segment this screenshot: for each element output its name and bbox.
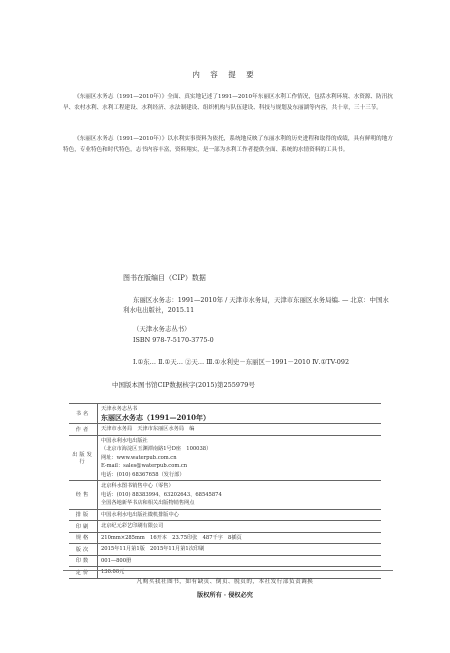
cip-heading: 图书在版编目（CIP）数据 (123, 274, 206, 282)
imprint-line: 中国水利水电出版社微机排版中心 (101, 511, 179, 518)
cip-record-number: 中国版本图书馆CIP数据核字(2015)第255979号 (112, 381, 255, 389)
imprint-line: 001—800册 (101, 557, 132, 564)
imprint-row (69, 532, 381, 544)
imprint-row (69, 481, 381, 510)
imprint-line: 天津水务志丛书 (101, 406, 138, 412)
imprint-table (69, 403, 381, 579)
imprint-value (98, 435, 382, 481)
imprint-row (69, 555, 381, 567)
imprint-label: 规格 (69, 532, 98, 544)
imprint-line: 北京科水图书销售中心（零售） (101, 483, 174, 489)
footer-divider (63, 570, 393, 571)
imprint-row (69, 544, 381, 556)
imprint-value (98, 404, 382, 424)
imprint-line: 2015年11月第1版 2015年11月第1次印刷 (101, 546, 205, 552)
imprint-label: 经售 (69, 481, 98, 510)
imprint-value (98, 424, 382, 436)
imprint-line: 网址：www.waterpub.com.cn (101, 454, 177, 461)
imprint-row (69, 521, 381, 533)
imprint-line: 天津市水务局 天津市东丽区水务局 编 (101, 426, 195, 432)
imprint-row (69, 424, 381, 436)
imprint-line: 130.00元 (101, 569, 125, 575)
copyright-notice: 版权所有 · 侵权必究 (197, 592, 253, 599)
imprint-value (98, 509, 382, 521)
cip-isbn: ISBN 978-7-5170-3775-0 (133, 336, 214, 344)
imprint-value (98, 481, 382, 510)
imprint-label: 出版发行 (69, 435, 98, 481)
summary-paragraph-1: 《东丽区水务志（1991—2010年）》全面、真实地记述了1991—2010年东丽区水利工作情况，包括水利环境、水资源、防汛抗旱、农村水利、水利工程建设、水利经济、水法制建设、组织机构与队伍建设、科技与规划及东丽湖等内容，共十章，三十三节。 (63, 94, 393, 111)
imprint-value (98, 532, 382, 544)
imprint-row (69, 404, 381, 424)
imprint-label: 排版 (69, 509, 98, 521)
imprint-line: 电话：(010) 88383994、63202643、68545874 (101, 491, 222, 498)
cip-series: （天津水务志丛书） (133, 325, 191, 333)
imprint-line: 中国水利水电出版社 (101, 437, 148, 444)
imprint-row (69, 435, 381, 481)
imprint-line: （北京市海淀区玉渊潭南路1号D座 100038） (101, 446, 212, 452)
cip-classification: Ⅰ.①东… Ⅱ.①天… ②天… Ⅲ.①水利史－东丽区－1991－2010 Ⅳ.①TV-092 (133, 358, 350, 366)
summary-title: 内 容 提 要 (192, 70, 258, 79)
imprint-label: 定价 (69, 567, 98, 579)
imprint-value (98, 555, 382, 567)
cip-entry: 东丽区水务志：1991—2010年 / 天津市水务局，天津市东丽区水务局编. — 北京：中国水利水电出版社，2015.11 (123, 296, 389, 314)
imprint-label: 版次 (69, 544, 98, 556)
imprint-line: 东丽区水务志（1991—2010年） (101, 412, 210, 422)
imprint-value (98, 521, 382, 533)
imprint-line: 电话：(010) 68367658（发行部） (101, 471, 185, 478)
imprint-row (69, 509, 381, 521)
imprint-label: 印刷 (69, 521, 98, 533)
summary-paragraph-2: 《东丽区水务志（1991—2010年）》以水利实事资料为依托，系统地反映了东丽水利的历史进程和取得的成绩，具有鲜明的地方特色，专业特色和时代特色，志书内容丰富，资料翔实，是一部为水利工作者提供全面、系统的水情资料的工具书。 (63, 136, 393, 153)
imprint-value (98, 544, 382, 556)
imprint-line: 210mm×285mm 16开本 23.75印张 487千字 8插页 (101, 534, 242, 541)
imprint-label: 印数 (69, 555, 98, 567)
imprint-line: 全国各地新华书店和相关出版物销售网点 (101, 500, 195, 506)
footer-note: 凡购买我社图书，如有缺页、倒页、脱页的，本社发行部负责调换 (136, 579, 314, 585)
imprint-line: 北京纪元彩艺印刷有限公司 (101, 523, 164, 529)
imprint-label: 作者 (69, 424, 98, 436)
imprint-line: E-mail：sales@waterpub.com.cn (101, 463, 188, 469)
imprint-label: 书名 (69, 404, 98, 424)
